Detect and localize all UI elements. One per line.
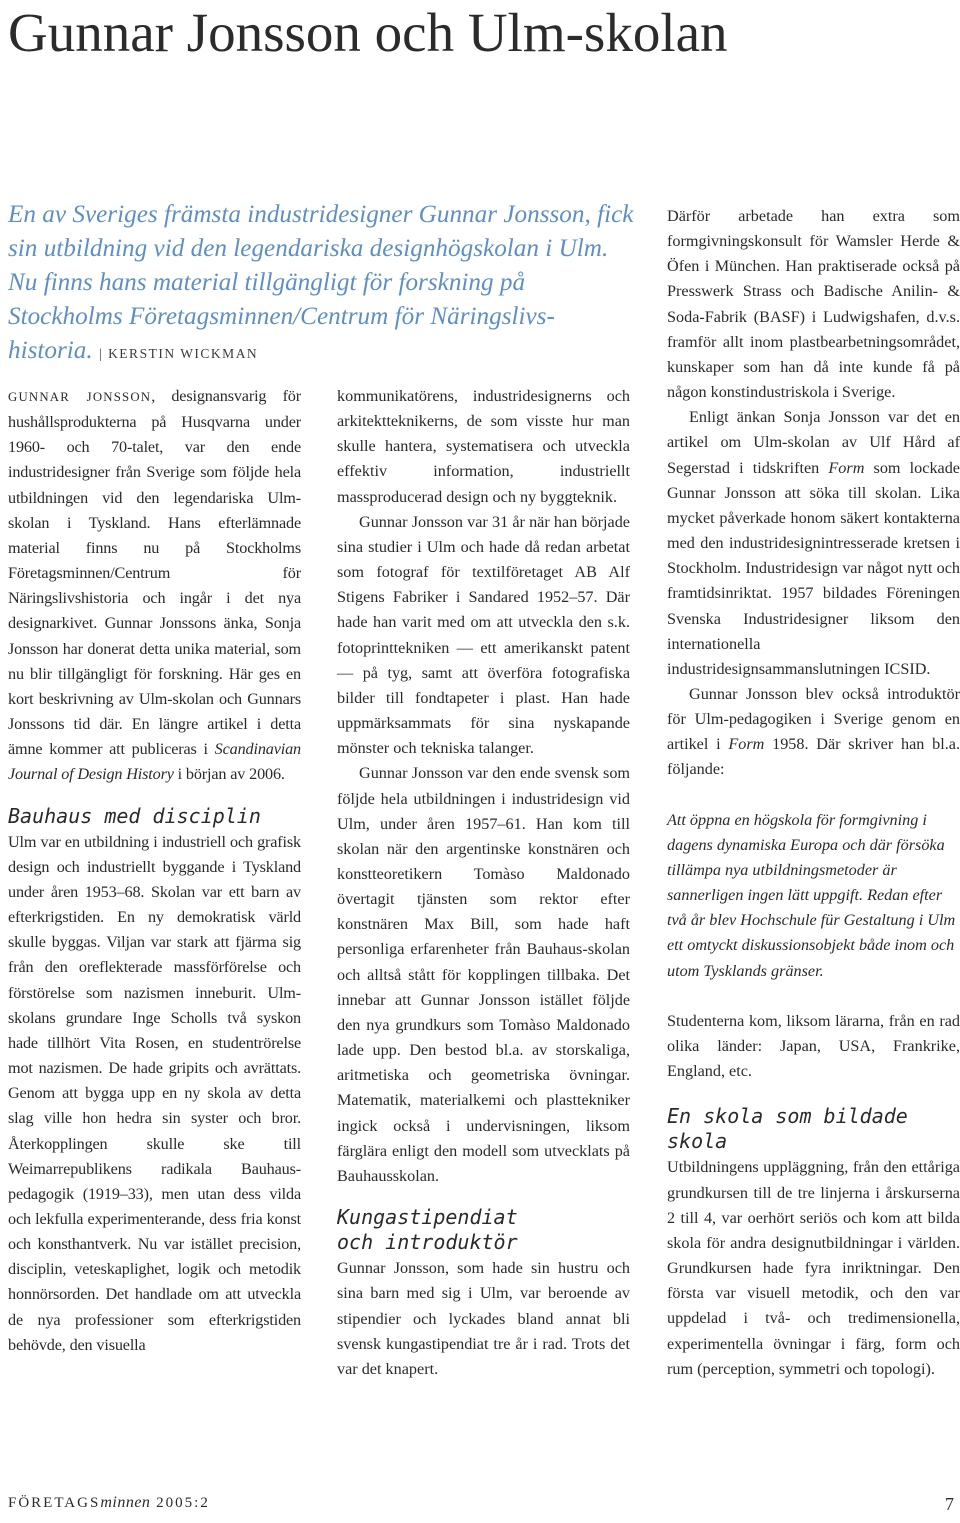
col3-paragraph-5: Utbildningens uppläggning, från den ettåriga grundkursen till de tre linjerna i årskurserna 2 till 4, var oerhört seriös och kom att bilda skola för andra designutbildningar i världen. Grundkursen hade fyra inriktningar. Den första var visuell metodik, och den var uppdelad i två- och tredimensionella, experimentella övningar i färg, form och rum (perception, symmetri och topologi). xyxy=(667,1158,960,1378)
magazine-form: Form xyxy=(828,458,865,477)
col3-p3-text-a: Gunnar Jonsson blev också introduktör för Ulm-pedagogiken i Sverige genom en artikel i xyxy=(667,684,960,754)
magazine-form-2: Form xyxy=(728,735,765,754)
col3-paragraph-3 xyxy=(667,682,960,783)
col3-paragraph-2 xyxy=(667,405,960,682)
footer-publication xyxy=(8,1494,210,1512)
heading-kung-line2: och introduktör xyxy=(337,1230,518,1255)
bauhaus-paragraph: Ulm var en utbildning i industriell och grafisk design och industriellt byggande i Tyskland under åren 1953–68. Skolan var ett barn av efterkrigstiden. En ny demokratisk värld skulle byggas. Viljan var stark att fjärma sig från den oreflekterade massförförelse och förstörelse som nazismen inneburit. Ulm-skolans grundare Inge Scholls två syskon hade tillhört Vita Rosen, en studentrörelse mot nazismen. De hade gripits och avrättats. Genom att bygga upp en ny skola av detta slag ville hon hedra sin syster och bror. Återkopplingen skulle ske till Weimarrepublikens radikala Bauhaus-pedagogik (1919–33), men utan dess vilda och lekfulla experimenterande, dess fria konst och konsthantverk. Nu var istället precision, disciplin, veteskaplighet, logik och metodik honnörsorden. Det handlade om att utveckla de nya professioner som efterkrigstiden behövde, den visuella xyxy=(8,832,301,1354)
heading-skola: En skola som bildade skola xyxy=(667,1104,908,1154)
col2-paragraph-4: Gunnar Jonsson, som hade sin hustru och sina barn med sig i Ulm, var beroende av stipendier och lyckades bland annat bli svensk kungastipendiat tre år i rad. Trots det var det knapert. xyxy=(337,1259,630,1378)
intro-text: , designansvarig för hushållsprodukterna på Husqvarna under 1960- och 70-talet, var den ende industridesigner från Sverige som följde hela utbildningen vid den legendariska Ulm-skolan i Tyskland. Hans efterlämnade material finns nu på Stockholms Företagsminnen/Centrum för Näringslivshistoria och ingår i det nya designarkivet. Gunnar Jonssons änka, Sonja Jonsson har donerat detta unika material, som nu blir tillgängligt för forskning. Här ges en kort beskrivning av Ulm-skolan och Gunnars Jonssons tid där. En längre artikel i detta ämne kommer att publiceras i xyxy=(8,387,301,759)
col3-p2-text-b: som lockade Gunnar Jonsson att söka till skolan. Lika mycket påverkade honom säkert kontakterna med den industridesignintresserade kretsen i Stockholm. Industridesign var något nytt och framtidsinriktat. 1957 bildades Föreningen Svenska Industridesigner liksom den internationella industridesignsammanslutningen ICSID. xyxy=(667,458,960,678)
journal-title: Scandinavian Journal of Design History xyxy=(8,740,301,784)
lead-caps: GUNNAR JONSSON xyxy=(8,390,152,404)
column-3 xyxy=(667,204,960,1382)
footer-brand-a: FÖRETAGS xyxy=(8,1495,101,1511)
footer-issue: 2005:2 xyxy=(150,1495,210,1511)
byline-separator: | xyxy=(98,346,104,361)
col2-paragraph-1: kommunikatörens, industridesignerns och arkitektteknikerns, de som visste hur man skulle hantera, systematisera och utveckla effektiv information, industriellt massproducerad design och ny byggteknik. xyxy=(337,387,630,506)
col3-p3-text-b: 1958. Där skriver han bl.a. följande: xyxy=(667,735,960,779)
lead-text: En av Sveriges främsta industridesigner Gunnar Jonsson, fick sin utbildning vid den legendariska designhögskolan i Ulm. Nu finns hans material tillgängligt för forskning på Stockholms Företagsminnen/Centrum för Näringslivs-historia. xyxy=(8,201,634,364)
col2-paragraph-3: Gunnar Jonsson var den ende svensk som följde hela utbildningen i industridesign vid Ulm, under åren 1957–61. Han kom till skolan när den argentinske konstnären och konstteoretikern Tomàso Maldonado övertagit tjänsten som rektor efter konstnären Max Bill, som hade haft personliga erfarenheter från Bauhaus-skolan och alltså stått för kopplingen tillbaka. Det innebar att Gunnar Jonsson istället följde den nya grundkurs som Tomàso Maldonado lade upp. Den bestod bl.a. av storskaliga, aritmetiska och geometriska övningar. Matematik, materialkemi och plasttekniker ingick också i undervisningen, liksom färglära enligt den modell som utvecklats på Bauhausskolan. xyxy=(337,764,630,1185)
page-number: 7 xyxy=(945,1494,954,1514)
heading-bauhaus: Bauhaus med disciplin xyxy=(8,803,261,828)
col3-paragraph-1: Därför arbetade han extra som formgivningskonsult för Wamsler Herde & Öfen i München. Han praktiserade också på Presswerk Strass och Badische Anilin- & Soda-Fabrik (BASF) i Ludwigshafen, d.v.s. framför allt inom plastbearbetningsområdet, kunskaper som han då inte kunde få på någon konstindustriskola i Sverige. xyxy=(667,207,960,402)
byline xyxy=(99,346,258,361)
column-1 xyxy=(8,384,301,1358)
col3-p2-text-a: Enligt änkan Sonja Jonsson var det en artikel om Ulm-skolan av Ulf Hård af Segerstad i tidskriften xyxy=(667,408,960,477)
block-quote: Att öppna en högskola för formgivning i dagens dynamiska Europa och där försöka tillämpa nya utbildningsmetoder är sannerligen ingen lätt uppgift. Redan efter två år blev Hochschule für Gestaltung i Ulm ett omtyckt diskussionsobjekt både inom och utom Tysklands gränser. xyxy=(667,810,956,980)
column-2 xyxy=(337,384,630,1382)
article-lead xyxy=(8,198,638,371)
intro-paragraph xyxy=(8,384,301,788)
heading-kungastipendiat xyxy=(337,1205,630,1255)
intro-end: i början av 2006. xyxy=(173,765,285,784)
col2-paragraph-2: Gunnar Jonsson var 31 år när han började sina studier i Ulm och hade då redan arbetat som fotograf för textilföretaget AB Alf Stigens Fabriker i Sandared 1952–57. Där hade han varit med om att utveckla den s.k. fotoprinttekniken — ett amerikanskt patent — på tyg, samt att överföra fotografiska bilder till fondtapeter i plast. Han hade uppmärksammats för sina nyskapande mönster och tekniska talanger. xyxy=(337,512,630,758)
page-title: Gunnar Jonsson och Ulm-skolan xyxy=(8,2,728,63)
heading-kung-line1: Kungastipendiat xyxy=(337,1205,518,1229)
col3-paragraph-4: Studenterna kom, liksom lärarna, från en rad olika länder: Japan, USA, Frankrike, England, etc. xyxy=(667,1011,960,1080)
byline-author: KERSTIN WICKMAN xyxy=(108,346,259,361)
footer-brand-b: minnen xyxy=(100,1494,151,1511)
